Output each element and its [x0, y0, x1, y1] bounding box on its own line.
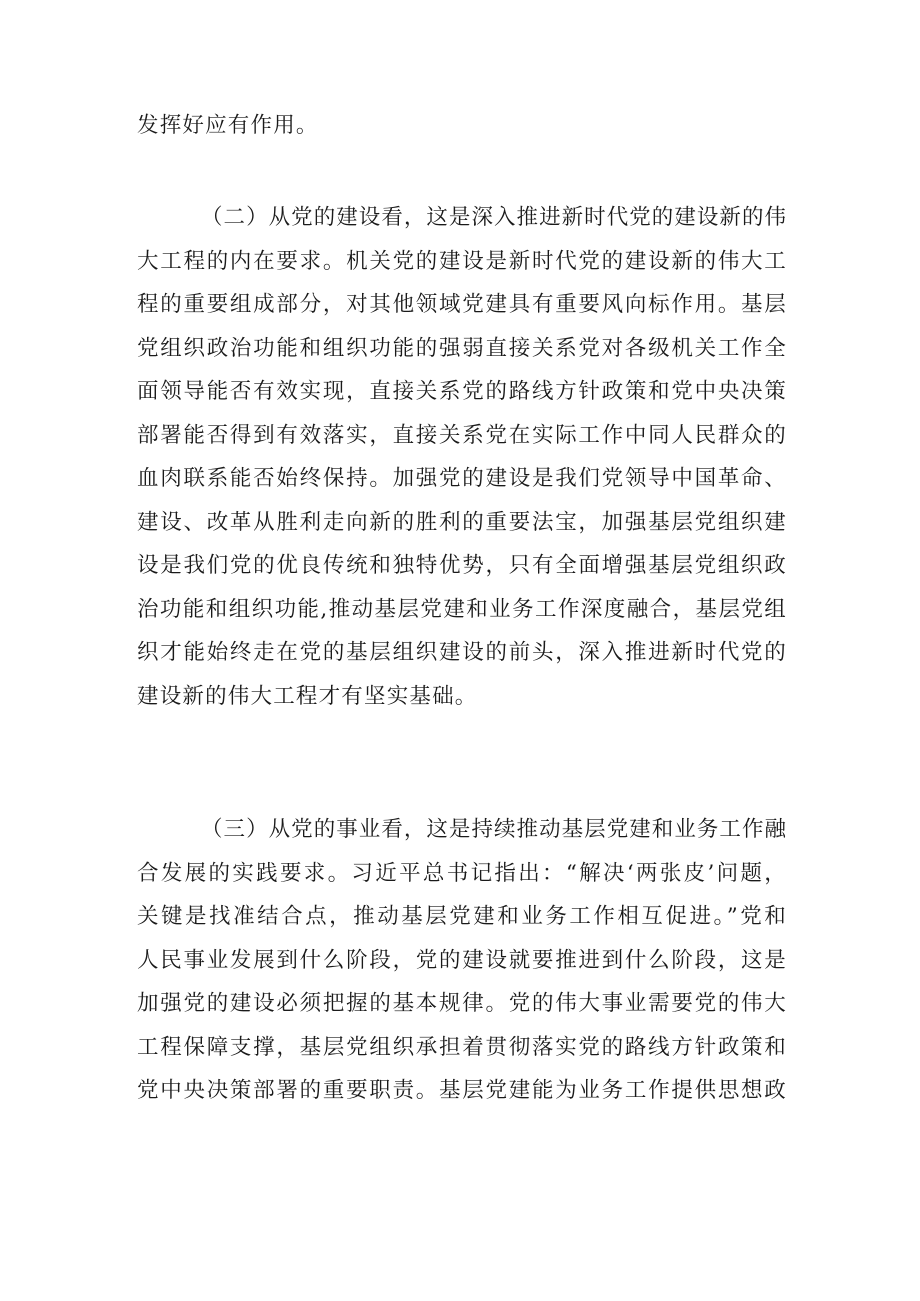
text-line: 党组织政治功能和组织功能的强弱直接关系党对各级机关工作全 — [137, 335, 787, 361]
paragraph-continuation — [137, 104, 787, 148]
text-line: 治功能和组织功能,推动基层党建和业务工作深度融合，基层党组 — [137, 596, 787, 622]
text-line: 面领导能否有效实现，直接关系党的路线方针政策和党中央决策 — [137, 379, 787, 404]
text-line: 建设新的伟大工程才有坚实基础。 — [137, 683, 478, 709]
text-line: 大工程的内在要求。机关党的建设是新时代党的建设新的伟大工 — [137, 248, 787, 274]
paragraph-section-2 — [137, 196, 787, 718]
text-line: 党中央决策部署的重要职责。基层党建能为业务工作提供思想政 — [137, 1078, 787, 1103]
paragraph-first-line: （二）从党的建设看，这是深入推进新时代党的建设新的伟 — [201, 205, 787, 230]
text-line: 人民事业发展到什么阶段，党的建设就要推进到什么阶段，这是 — [137, 947, 787, 973]
paragraph-first-line: （三）从党的事业看，这是持续推动基层党建和业务工作融 — [201, 817, 787, 842]
paragraph-section-3 — [137, 808, 787, 1113]
text-line: 关键是找准结合点，推动基层党建和业务工作相互促进。”党和 — [137, 904, 787, 929]
text-line: 工程保障支撑，基层党组织承担着贯彻落实党的路线方针政策和 — [137, 1034, 787, 1060]
text-line: 建设、改革从胜利走向新的胜利的重要法宝，加强基层党组织建 — [137, 509, 787, 535]
text-line: 合发展的实践要求。习近平总书记指出：“解决‘两张皮’问题， — [137, 860, 787, 886]
text-line: 部署能否得到有效落实，直接关系党在实际工作中同人民群众的 — [137, 422, 787, 448]
text-line: 织才能始终走在党的基层组织建设的前头，深入推进新时代党的 — [137, 640, 787, 665]
text-line: 程的重要组成部分，对其他领域党建具有重要风向标作用。基层 — [137, 292, 787, 317]
text-line: 血肉联系能否始终保持。加强党的建设是我们党领导中国革命、 — [137, 466, 787, 491]
text-line: 设是我们党的优良传统和独特优势，只有全面增强基层党组织政 — [137, 553, 787, 578]
text-line: 加强党的建设必须把握的基本规律。党的伟大事业需要党的伟大 — [137, 991, 787, 1016]
text-line: 发挥好应有作用。 — [137, 113, 319, 138]
